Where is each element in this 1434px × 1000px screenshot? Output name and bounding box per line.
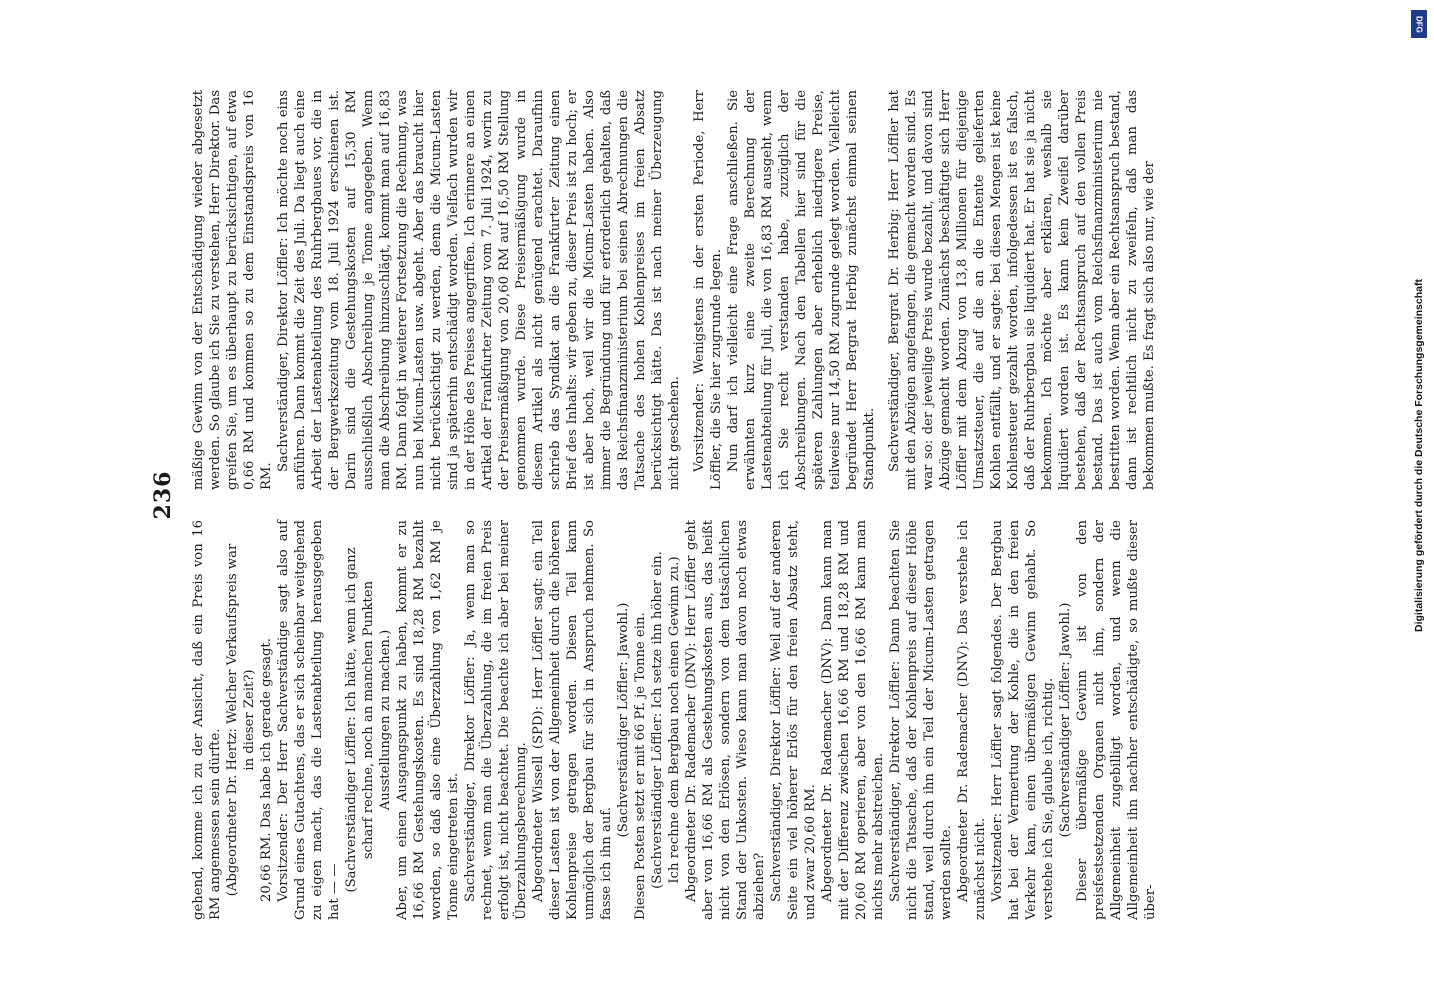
interjection-paragraph: (Sachverständiger Löffler: Jawohl.) xyxy=(1058,602,1073,838)
interjection-paragraph: (Sachverständiger Löffler: Ich setze ihn höher ein. Ich rechne dem Bergbau noch einen Gewinn zu.) xyxy=(650,551,682,889)
text-paragraph: Dieser übermäßige Gewinn ist von den preisfestsetzenden Organen nicht ihm, sondern der Allgemeinheit zugebilligt worden, und wenn die Allgemeinheit ihn nachher entschädigte, so mußte dieser über- xyxy=(1075,520,1158,920)
text-paragraph: Vorsitzender: Herr Löffler sagt folgendes. Der Bergbau hat bei der Vermertung der Kohle, die in den freien Verkehr kam, einen übermäßigen Gewinn gehabt. So verstehe ich Sie, glaube ich, richtig. xyxy=(990,520,1056,920)
right-text-column xyxy=(190,90,1158,490)
interjection-paragraph: (Sachverständiger Löffler: Ich hätte, wenn ich ganz scharf rechne, noch an manchen Punkten Ausstellungen zu machen.) xyxy=(344,547,393,893)
text-paragraph: Sachverständiger, Direktor Löffler: Ja, wenn man so rechnet, wenn man die Überzahlung, die im freien Preis erfolgt ist, nicht beachtet. Die beachte ich aber bei meiner Überzahlungsberechnung. xyxy=(463,520,529,920)
text-paragraph: mäßige Gewinn von der Entschädigung wieder abgesetzt werden. So glaube ich Sie zu verstehen, Herr Direktor. Das greifen Sie, um es überhaupt zu berücksichtigen, auf etwa 0,66 RM und kommen so zu dem Einstandspreis von 16 RM. xyxy=(191,90,274,490)
text-paragraph: Abgeordneter Dr. Rademacher (DNV): Das verstehe ich zunächst nicht. xyxy=(956,520,988,920)
dfg-credit-text: Digitalisierung gefördert durch die Deutsche Forschungsgemeinschaft xyxy=(1413,279,1425,632)
left-text-column xyxy=(190,520,1159,920)
text-paragraph: Aber, um einen Ausgangspunkt zu haben, kommt er zu 16,66 RM Gestehungskosten. Es sind 18,28 RM bezahlt worden, so daß also eine Überzahlung von 1,62 RM je Tonne eingetreten ist. xyxy=(395,520,461,920)
text-paragraph: Abgeordneter Dr. Rademacher (DNV): Dann kann man mit der Differenz zwischen 16,66 RM und 18,28 RM und 20,60 RM operieren, aber von den 16,66 RM kann man nichts mehr abstreichen. xyxy=(820,520,886,920)
text-paragraph: Sachverständiger, Direktor Löffler: Ich möchte noch eins anführen. Dann kommt die Zeit des Juli. Da liegt auch eine Arbeit der Lastenabteilung des Ruhrbergbaues vor, die in der Bergwerkszeitung vom 18. Juli 1924 erschienen ist. Darin sind die Gestehungskosten auf 15,30 RM ausschließlich Abschreibung je Tonne angegeben. Wenn man die Abschreibung hinzuschlägt, kommt man auf 16,83 RM. Dann folgt in weiterer Fortsetzung die Rechnung, was nun bei Micum-Lasten usw. abgeht. Aber das braucht hier nicht berücksichtigt zu werden, denn die Micum-Lasten sind ja späterhin entschädigt worden. Vielfach wurden wir in der Höhe des Preises angegriffen. Ich erinnere an einen Artikel der Frankfurter Zeitung vom 7. Juli 1924, worin zu der Preisermäßigung von 20,60 RM auf 16,50 RM Stellung genommen wurde. Diese Preisermäßigung wurde in diesem Artikel als nicht genügend erachtet. Daraufhin schrieb das Syndikat an die Frankfurter Zeitung einen Brief des Inhalts: wir geben zu, dieser Preis ist zu hoch; er ist aber hoch, weil wir die Micum-Lasten haben. Also immer die Begründung und für erforderlich gehalten, daß das Reichsfinanzministerium bei seinen Abrechnungen die Tatsache des hohen Kohlenpreises im freien Absatz berücksichtigt hätte. Das ist nach meiner Überzeugung nicht geschehen. xyxy=(276,90,682,490)
interjection-paragraph: (Abgeordneter Dr. Hertz: Welcher Verkaufspreis war in dieser Zeit?) xyxy=(225,543,257,897)
text-paragraph: 20,66 RM. Das habe ich gerade gesagt. xyxy=(259,638,274,902)
text-paragraph: Abgeordneter Dr. Rademacher (DNV): Herr Löffler geht aber von 16,66 RM als Gestehungskosten aus, das heißt nicht von den Erlösen, sondern von dem tatsächlichen Stand der Unkosten. Wieso kann man davon noch etwas abziehen? xyxy=(684,520,767,920)
text-paragraph: Abgeordneter Wissell (SPD): Herr Löffler sagt: ein Teil dieser Lasten ist von der Allgemeinheit durch die höheren Kohlenpreise getragen worden. Diesen Teil kann unmöglich der Bergbau für sich in Anspruch nehmen. So fasse ich ihn auf. xyxy=(531,520,614,920)
page-body xyxy=(110,60,1310,930)
dfg-credit-strip xyxy=(1410,8,1428,992)
text-paragraph: Sachverständiger, Bergrat Dr. Herbig: Herr Löffler hat mit den Abzügen angefangen, die gemacht worden sind. Es war so: der jeweilige Preis wurde bezahlt, und davon sind Abzüge gemacht worden. Zunächst beschäftigte sich Herr Löffler mit dem Abzug von 13,8 Millionen für diejenige Umsatzsteuer, die auf die an die Entente gelieferten Kohlen entfällt, und er sagte: bei diesen Mengen ist keine Kohlensteuer gezahlt worden, infolgedessen ist es falsch, daß der Ruhrbergbau sie liquidiert hat. Er hat sie ja nicht bekommen. Ich möchte aber erklären, weshalb sie liquidiert worden ist. Es kann kein Zweifel darüber bestehen, daß der Rechtsanspruch auf den vollen Preis bestand. Das ist auch vom Reichsfinanzministerium nie bestritten worden. Wenn aber ein Rechtsanspruch bestand, dann ist rechtlich nicht zu zweifeln, daß man das bekommen mußte. Es fragt sich also nur, wie der xyxy=(887,90,1157,490)
text-paragraph: Nun darf ich vielleicht eine Frage anschließen. Sie erwähnten kurz eine zweite Berechnung der Lastenabteilung für Juli, die von 16,83 RM ausgeht, wenn ich Sie recht verstanden habe, zuzüglich der Abschreibungen. Nach den Tabellen hier sind für die späteren Zahlungen aber erheblich niedrigere Preise, teilweise nur 14,50 RM zugrunde gelegt worden. Vielleicht begründet Herr Bergrat Herbig zunächst einmal seinen Standpunkt. xyxy=(726,90,877,490)
paragraph-gap xyxy=(683,90,691,490)
paragraph-gap xyxy=(878,90,886,490)
text-paragraph: Diesen Posten setzt er mit 66 Pf. je Tonne ein. xyxy=(633,612,648,920)
text-paragraph: Vorsitzender: Wenigstens in der ersten Periode, Herr Löffler, die Sie hier zugrunde legen. xyxy=(692,90,724,490)
text-paragraph: Vorsitzender: Der Herr Sachverständige sagt also auf Grund eines Gutachtens, das er sich scheinbar weitgehend zu eigen macht, das die Lastenabteilung herausgegeben hat — — xyxy=(276,520,342,920)
text-paragraph: Sachverständiger, Direktor Löffler: Dann beachten Sie nicht die Tatsache, daß der Kohlenpreis auf dieser Höhe stand, weil durch ihn ein Teil der Micum-Lasten getragen werden sollte. xyxy=(888,520,954,920)
rotated-document-page xyxy=(110,0,1158,930)
text-paragraph: gehend, komme ich zu der Ansicht, daß ein Preis von 16 RM angemessen sein dürfte. xyxy=(191,520,223,920)
page-number: 236 xyxy=(150,470,176,520)
text-paragraph: Sachverständiger, Direktor Löffler: Weil auf der anderen Seite ein viel höherer Erlös für den freien Absatz steht, und zwar 20,60 RM. xyxy=(769,520,818,920)
interjection-paragraph: (Sachverständiger Löffler: Jawohl.) xyxy=(616,602,631,838)
dfg-logo: DFG xyxy=(1411,10,1427,38)
